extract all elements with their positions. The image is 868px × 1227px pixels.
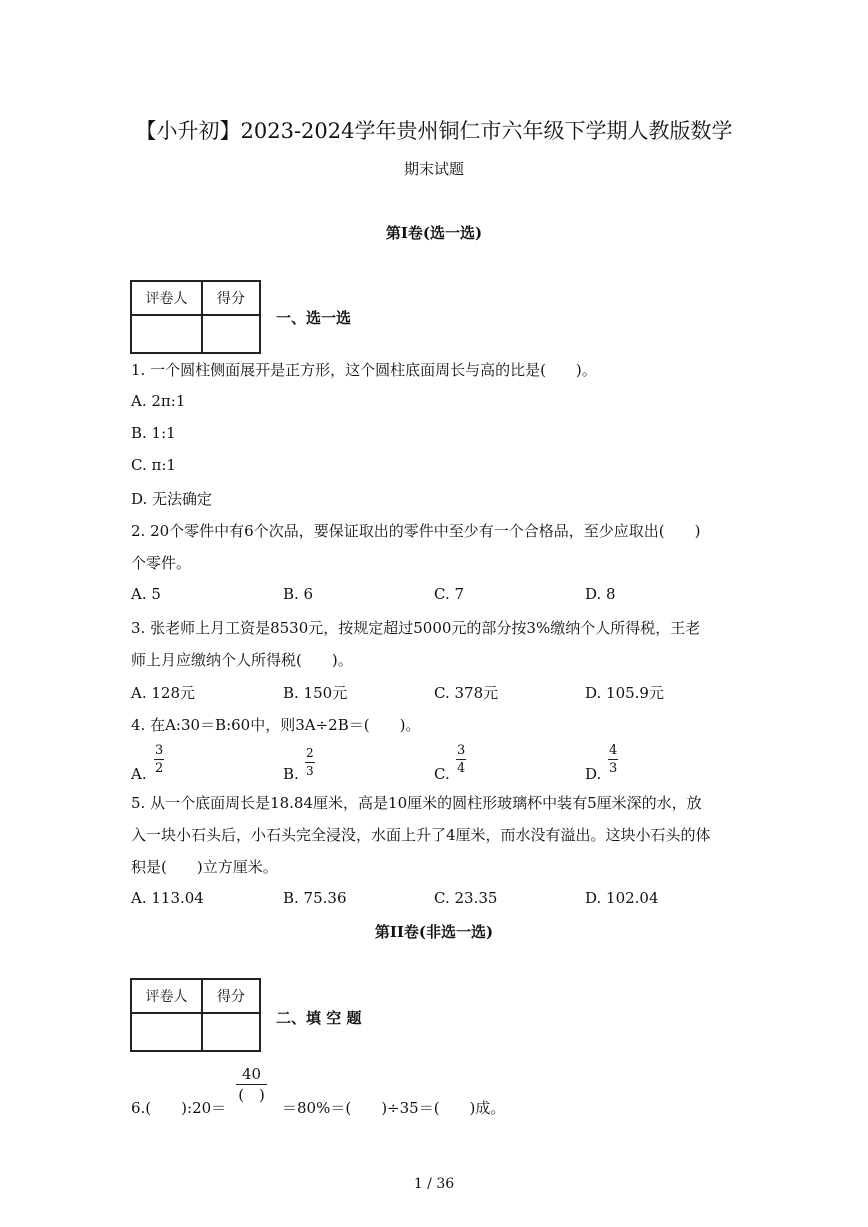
fraction-denominator: ( ) <box>238 1086 265 1104</box>
q1-option-d: D. 无法确定 <box>131 490 213 508</box>
score-table-header-grader: 评卷人 <box>131 281 202 315</box>
score-table-header-score: 得分 <box>202 979 260 1013</box>
q4-option-d-label: D. <box>585 765 602 783</box>
fraction-denominator: 3 <box>306 764 314 778</box>
section-2-heading: 第II卷(非选一选) <box>374 923 494 941</box>
q2-option-a: A. 5 <box>131 585 161 603</box>
q4-option-a-fraction <box>154 742 164 777</box>
question-5-line-1: 5. 从一个底面周长是18.84厘米，高是10厘米的圆柱形玻璃杯中装有5厘米深的水，放 <box>131 794 702 812</box>
fraction-numerator: 2 <box>305 745 315 763</box>
q4-option-a-label: A. <box>131 765 147 783</box>
q4-option-d-fraction <box>608 742 618 777</box>
fraction-numerator: 3 <box>155 743 164 758</box>
page-number: 1 / 36 <box>413 1176 455 1192</box>
score-table-header-score: 得分 <box>202 281 260 315</box>
question-6-prefix: 6.( ):20＝ <box>131 1099 227 1117</box>
section-1-heading: 第I卷(选一选) <box>385 224 483 242</box>
part-1-heading: 一、选一选 <box>276 309 352 327</box>
q3-option-c: C. 378元 <box>434 684 499 702</box>
question-3-line-2: 师上月应缴纳个人所得税( )。 <box>131 651 353 669</box>
fraction-numerator: 3 <box>457 743 466 758</box>
q1-option-a: A. 2π:1 <box>131 392 186 410</box>
q6-fraction <box>236 1064 267 1105</box>
q3-option-a: A. 128元 <box>131 684 195 702</box>
score-table-header-grader: 评卷人 <box>131 979 202 1013</box>
question-1: 1. 一个圆柱侧面展开是正方形，这个圆柱底面周长与高的比是( )。 <box>131 361 597 379</box>
q1-option-c: C. π:1 <box>131 456 176 474</box>
q3-option-b: B. 150元 <box>283 684 348 702</box>
question-2-line-2: 个零件。 <box>131 554 192 572</box>
score-table-cell <box>202 1013 260 1051</box>
fraction-numerator: 40 <box>236 1064 267 1085</box>
question-2-line-1: 2. 20个零件中有6个次品，要保证取出的零件中至少有一个合格品，至少应取出( ) <box>131 522 701 540</box>
document-subtitle: 期末试题 <box>403 160 464 178</box>
question-6-suffix: ＝80%＝( )÷35＝( )成。 <box>282 1099 506 1117</box>
score-table-1 <box>130 280 261 354</box>
question-3-line-1: 3. 张老师上月工资是8530元，按规定超过5000元的部分按3%缴纳个人所得税，王老 <box>131 619 701 637</box>
question-5-line-2: 入一块小石头后，小石头完全浸没，水面上升了4厘米，而水没有溢出。这块小石头的体 <box>131 826 711 844</box>
q2-option-d: D. 8 <box>585 585 616 603</box>
fraction-denominator: 3 <box>609 761 618 776</box>
q2-option-c: C. 7 <box>434 585 465 603</box>
q5-option-c: C. 23.35 <box>434 889 498 907</box>
fraction-denominator: 2 <box>155 761 164 776</box>
q1-option-b: B. 1:1 <box>131 424 176 442</box>
question-5-line-3: 积是( )立方厘米。 <box>131 858 278 876</box>
score-table-2 <box>130 978 261 1052</box>
score-table-cell <box>202 315 260 353</box>
q4-option-c-fraction <box>456 742 466 777</box>
q4-option-c-label: C. <box>434 765 450 783</box>
fraction-numerator: 4 <box>609 743 618 758</box>
q2-option-b: B. 6 <box>283 585 314 603</box>
question-4: 4. 在A:30＝B:60中，则3A÷2B＝( )。 <box>131 716 421 734</box>
q5-option-a: A. 113.04 <box>131 889 204 907</box>
q5-option-b: B. 75.36 <box>283 889 347 907</box>
fraction-denominator: 4 <box>457 761 466 776</box>
q4-option-b-label: B. <box>283 765 299 783</box>
q4-option-b-fraction <box>305 745 315 780</box>
score-table-cell <box>131 315 202 353</box>
document-title: 【小升初】2023-2024学年贵州铜仁市六年级下学期人教版数学 <box>135 119 733 143</box>
part-2-heading: 二、填 空 题 <box>276 1009 362 1027</box>
q3-option-d: D. 105.9元 <box>585 684 664 702</box>
q5-option-d: D. 102.04 <box>585 889 659 907</box>
score-table-cell <box>131 1013 202 1051</box>
